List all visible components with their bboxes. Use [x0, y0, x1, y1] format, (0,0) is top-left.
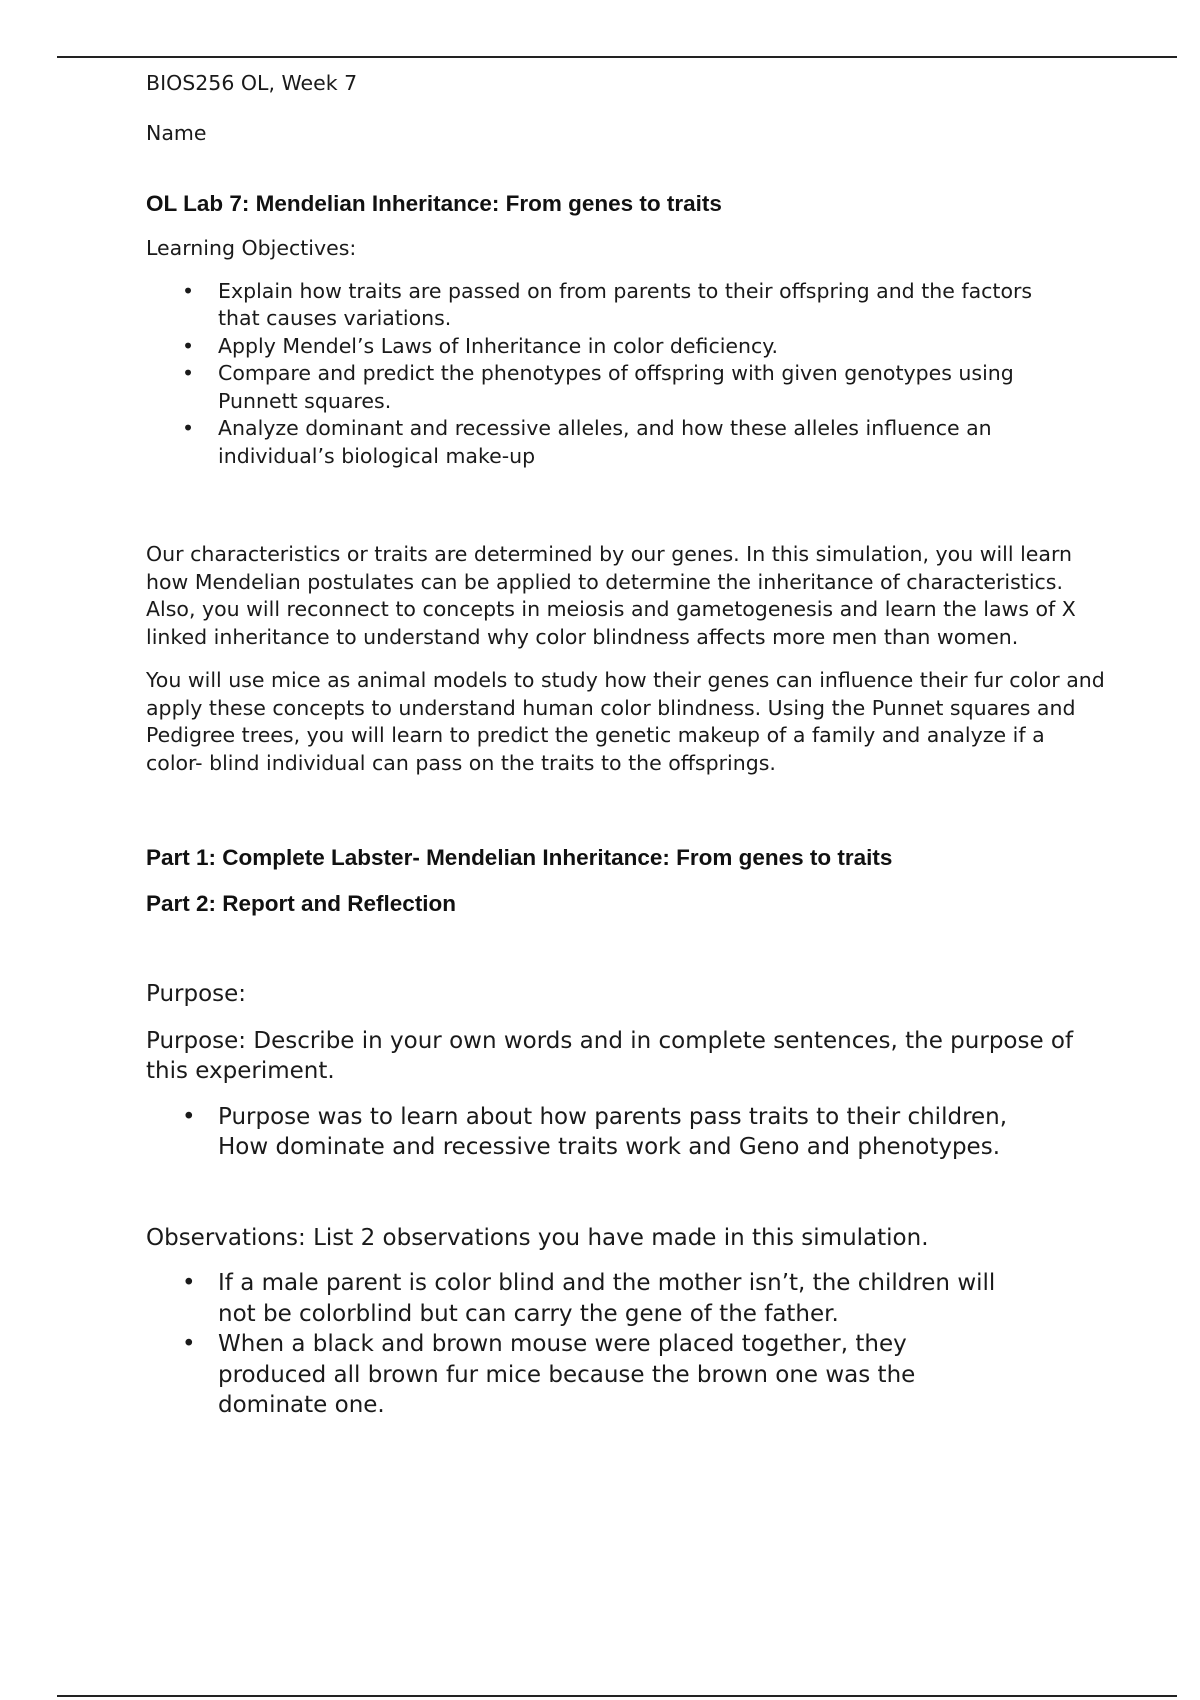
- intro-paragraph-1: Our characteristics or traits are determined by our genes. In this simulation, you will learn how Mendelian postulates can be applied to determine the inheritance of characteristics. Also, you will reconnect to concepts in meiosis and gametogenesis and learn the laws of X linked inheritance to understand why color blindness affects more men than women.: [146, 542, 1076, 649]
- part-1-heading: Part 1: Complete Labster- Mendelian Inheritance: From genes to traits: [146, 845, 893, 870]
- bullet-icon: •: [182, 1270, 196, 1296]
- course-label: BIOS256 OL, Week 7: [146, 71, 358, 95]
- bullet-icon: •: [182, 278, 195, 303]
- purpose-label: Purpose:: [146, 981, 247, 1007]
- list-item: [146, 415, 1066, 470]
- objective-text: Compare and predict the phenotypes of offspring with given genotypes using Punnett squares.: [218, 361, 1014, 413]
- bullet-icon: •: [182, 416, 195, 440]
- bottom-rule: [57, 1695, 1177, 1697]
- bullet-icon: •: [182, 1103, 196, 1130]
- lab-title: OL Lab 7: Mendelian Inheritance: From genes to traits: [146, 191, 722, 216]
- observations-prompt: Observations: List 2 observations you have made in this simulation.: [146, 1224, 929, 1251]
- list-item: [146, 333, 1066, 361]
- objective-text: Explain how traits are passed on from parents to their offspring and the factors that causes variations.: [218, 278, 1033, 330]
- objectives-heading: Learning Objectives:: [146, 236, 357, 260]
- bullet-icon: •: [182, 1331, 196, 1357]
- name-label: Name: [146, 120, 207, 145]
- list-item: [146, 278, 1066, 333]
- bullet-icon: •: [182, 333, 195, 358]
- objectives-list: [146, 278, 1066, 471]
- intro-paragraph-2: You will use mice as animal models to study how their genes can influence their fur color and apply these concepts to understand human color blindness. Using the Punnet squares and Pedigree trees, you will learn to predict the genetic makeup of a family and analyze if a color- blind individual can pass on the traits to the offsprings.: [146, 668, 1105, 775]
- list-item: [146, 360, 1066, 415]
- observations-answer-list: [146, 1268, 1016, 1421]
- list-item: [146, 1102, 1016, 1163]
- observation-answer-text: If a male parent is color blind and the mother isn’t, the children will not be colorblind but can carry the gene of the father.: [218, 1270, 996, 1327]
- part-2-heading: Part 2: Report and Reflection: [146, 891, 457, 916]
- list-item: [146, 1329, 1016, 1421]
- purpose-prompt: Purpose: Describe in your own words and in complete sentences, the purpose of this experiment.: [146, 1027, 1074, 1084]
- bullet-icon: •: [182, 361, 195, 385]
- top-rule: [57, 56, 1177, 58]
- purpose-answer-list: [146, 1102, 1016, 1163]
- observation-answer-text: When a black and brown mouse were placed together, they produced all brown fur mice because the brown one was the dominate one.: [218, 1331, 916, 1418]
- purpose-answer-text: Purpose was to learn about how parents pass traits to their children, How dominate and recessive traits work and Geno and phenotypes.: [218, 1103, 1008, 1160]
- objective-text: Apply Mendel’s Laws of Inheritance in color deficiency.: [218, 333, 779, 358]
- objective-text: Analyze dominant and recessive alleles, and how these alleles influence an individual’s biological make-up: [218, 416, 992, 468]
- document-body: [146, 70, 1106, 1421]
- list-item: [146, 1268, 1016, 1329]
